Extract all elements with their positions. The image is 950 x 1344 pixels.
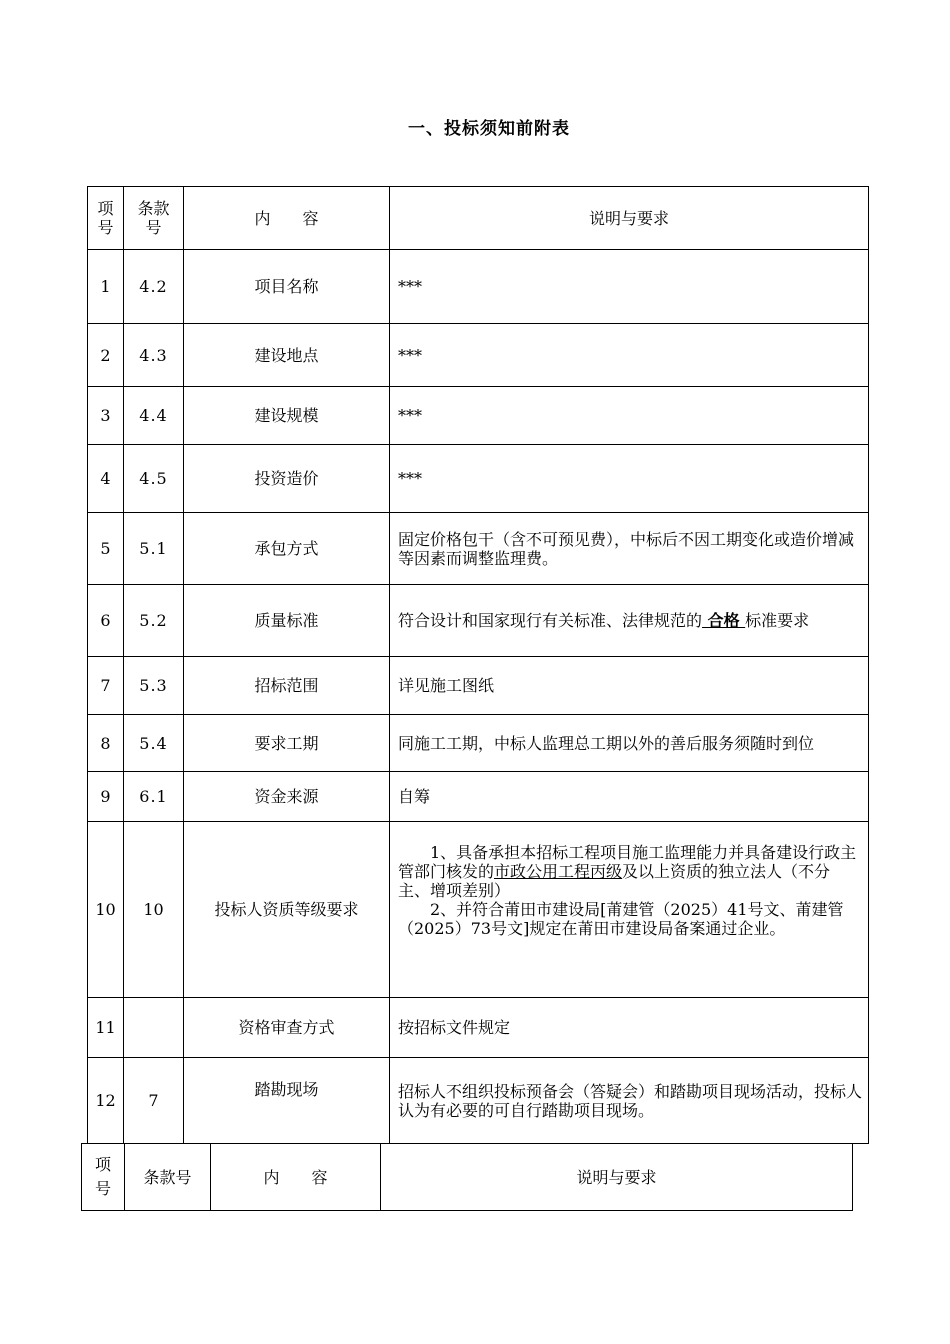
row-clause: 5.4 bbox=[124, 715, 184, 772]
row-clause bbox=[124, 998, 184, 1058]
row-number: 8 bbox=[88, 715, 124, 772]
row-item: 承包方式 bbox=[184, 513, 390, 585]
row-clause: 4.3 bbox=[124, 324, 184, 387]
header-clause-no: 条款号 bbox=[124, 187, 184, 250]
table-row bbox=[88, 772, 869, 822]
table-row bbox=[88, 998, 869, 1058]
row-clause: 5.3 bbox=[124, 657, 184, 715]
row-item: 踏勘现场 bbox=[184, 1058, 390, 1144]
row-description: *** bbox=[390, 445, 869, 513]
row-number: 4 bbox=[88, 445, 124, 513]
table-row bbox=[88, 585, 869, 657]
description-text: 符合设计和国家现行有关标准、法律规范的 bbox=[398, 611, 703, 630]
header-description: 说明与要求 bbox=[390, 187, 869, 250]
header-content: 内 容 bbox=[211, 1144, 381, 1211]
continuation-header-table bbox=[81, 1143, 853, 1211]
table-row bbox=[88, 657, 869, 715]
row-item: 项目名称 bbox=[184, 250, 390, 324]
table-row bbox=[88, 513, 869, 585]
row-description: 详见施工图纸 bbox=[390, 657, 869, 715]
header-content: 内 容 bbox=[184, 187, 390, 250]
bid-notice-table bbox=[87, 186, 869, 1144]
row-description: 招标人不组织投标预备会（答疑会）和踏勘项目现场活动，投标人认为有必要的可自行踏勘项目现场。 bbox=[390, 1058, 869, 1144]
row-description: 按招标文件规定 bbox=[390, 998, 869, 1058]
row-clause: 4.4 bbox=[124, 387, 184, 445]
table-row bbox=[88, 1058, 869, 1144]
row-description: 同施工工期，中标人监理总工期以外的善后服务须随时到位 bbox=[390, 715, 869, 772]
row-clause: 6.1 bbox=[124, 772, 184, 822]
header-clause-no: 条款号 bbox=[125, 1144, 211, 1211]
table-row bbox=[88, 715, 869, 772]
page-title: 一、投标须知前附表 bbox=[408, 119, 570, 139]
row-item: 要求工期 bbox=[184, 715, 390, 772]
table-row bbox=[88, 250, 869, 324]
row-clause: 7 bbox=[124, 1058, 184, 1144]
row-item: 招标范围 bbox=[184, 657, 390, 715]
row-clause: 4.5 bbox=[124, 445, 184, 513]
row-item: 投资造价 bbox=[184, 445, 390, 513]
row-item: 资格审查方式 bbox=[184, 998, 390, 1058]
table-row bbox=[88, 445, 869, 513]
quality-grade: 合格 bbox=[702, 611, 746, 630]
row-clause: 4.2 bbox=[124, 250, 184, 324]
row-number: 5 bbox=[88, 513, 124, 585]
row-item: 质量标准 bbox=[184, 585, 390, 657]
row-item: 资金来源 bbox=[184, 772, 390, 822]
row-number: 12 bbox=[88, 1058, 124, 1144]
qualification-paragraph-2: 2、并符合莆田市建设局[莆建管（2025）41号文、莆建管（2025）73号文]规定在莆田市建设局备案通过企业。 bbox=[398, 900, 844, 938]
row-item: 投标人资质等级要求 bbox=[184, 822, 390, 998]
row-description bbox=[390, 585, 869, 657]
row-number: 1 bbox=[88, 250, 124, 324]
row-description: *** bbox=[390, 324, 869, 387]
row-number: 7 bbox=[88, 657, 124, 715]
qualification-paragraph-1: 1、具备承担本招标工程项目施工监理能力并具备建设行政主管部门核发的市政公用工程丙级及以上资质的独立法人（不分主、增项差别） bbox=[398, 843, 857, 900]
header-item-no: 项号 bbox=[82, 1144, 125, 1211]
row-clause: 5.1 bbox=[124, 513, 184, 585]
row-item: 建设规模 bbox=[184, 387, 390, 445]
row-number: 10 bbox=[88, 822, 124, 998]
row-description: *** bbox=[390, 250, 869, 324]
table-row bbox=[88, 822, 869, 998]
header-item-no: 项号 bbox=[88, 187, 124, 250]
row-clause: 10 bbox=[124, 822, 184, 998]
description-text: 标准要求 bbox=[745, 611, 810, 630]
row-clause: 5.2 bbox=[124, 585, 184, 657]
row-description: 自筹 bbox=[390, 772, 869, 822]
table-header-row bbox=[82, 1144, 853, 1211]
row-number: 6 bbox=[88, 585, 124, 657]
row-number: 9 bbox=[88, 772, 124, 822]
row-number: 11 bbox=[88, 998, 124, 1058]
row-description: *** bbox=[390, 387, 869, 445]
row-number: 3 bbox=[88, 387, 124, 445]
header-description: 说明与要求 bbox=[381, 1144, 853, 1211]
row-description: 固定价格包干（含不可预见费），中标后不因工期变化或造价增减等因素而调整监理费。 bbox=[390, 513, 869, 585]
row-number: 2 bbox=[88, 324, 124, 387]
table-row bbox=[88, 387, 869, 445]
row-description bbox=[390, 822, 869, 998]
row-item: 建设地点 bbox=[184, 324, 390, 387]
table-row bbox=[88, 324, 869, 387]
table-header-row bbox=[88, 187, 869, 250]
qualification-grade: 市政公用工程丙级 bbox=[494, 862, 623, 881]
